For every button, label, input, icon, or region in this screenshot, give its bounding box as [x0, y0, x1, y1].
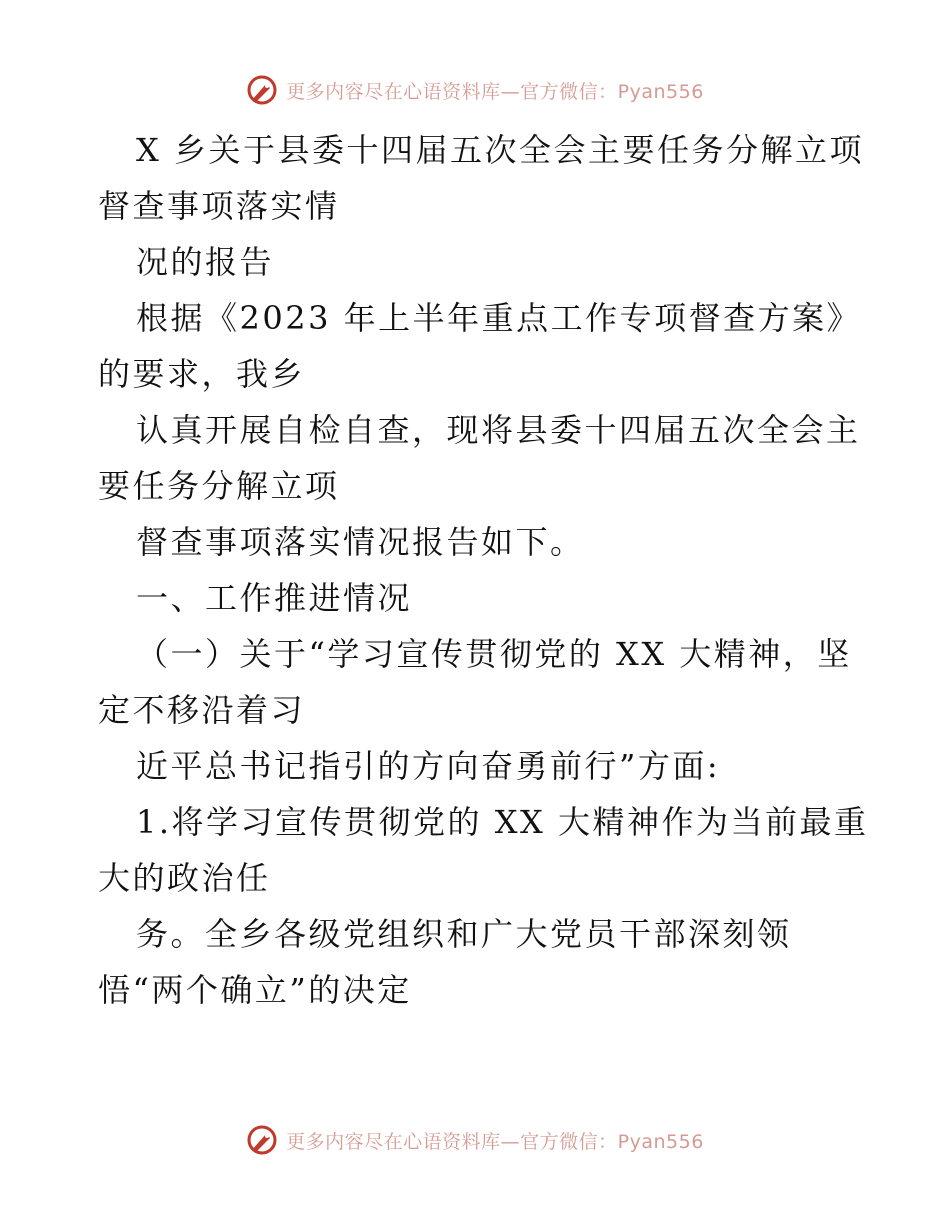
paragraph-line: 根据《2023 年上半年重点工作专项督查方案》 — [136, 299, 862, 337]
paragraph-line: 一、工作推进情况 — [136, 579, 413, 617]
paragraph-line: 认真开展自检自查，现将县委十四届五次全会主 — [136, 411, 861, 449]
paragraph-line: 近平总书记指引的方向奋勇前行”方面: — [136, 747, 721, 785]
pen-nib-circle-icon — [246, 74, 278, 106]
watermark-text: 更多内容尽在心语资料库—官方微信：Pyan556 — [286, 80, 704, 103]
paragraph-line: 督查事项落实情况报告如下。 — [136, 523, 585, 561]
watermark-text: 更多内容尽在心语资料库—官方微信：Pyan556 — [286, 1130, 704, 1153]
paragraph-line: 的要求，我乡 — [98, 355, 306, 393]
paragraph-line: 定不移沿着习 — [98, 691, 306, 729]
document-body — [98, 122, 888, 1018]
pen-nib-circle-icon — [246, 1124, 278, 1156]
footer-watermark-banner — [0, 1120, 950, 1160]
header-watermark-banner — [0, 70, 950, 110]
paragraph-line: 要任务分解立项 — [98, 467, 340, 505]
paragraph-line: 况的报告 — [136, 243, 275, 281]
paragraph-line: 1.将学习宣传贯彻党的 XX 大精神作为当前最重 — [136, 803, 869, 841]
paragraph-line: 督查事项落实情 — [98, 187, 340, 225]
paragraph-line: 悟“两个确立”的决定 — [98, 971, 412, 1009]
paragraph-line: 大的政治任 — [98, 859, 271, 897]
paragraph-line: X 乡关于县委十四届五次全会主要任务分解立项 — [136, 131, 864, 169]
paragraph-line: （一）关于“学习宣传贯彻党的 XX 大精神，坚 — [136, 635, 852, 673]
paragraph-line: 务。全乡各级党组织和广大党员干部深刻领 — [136, 915, 792, 953]
